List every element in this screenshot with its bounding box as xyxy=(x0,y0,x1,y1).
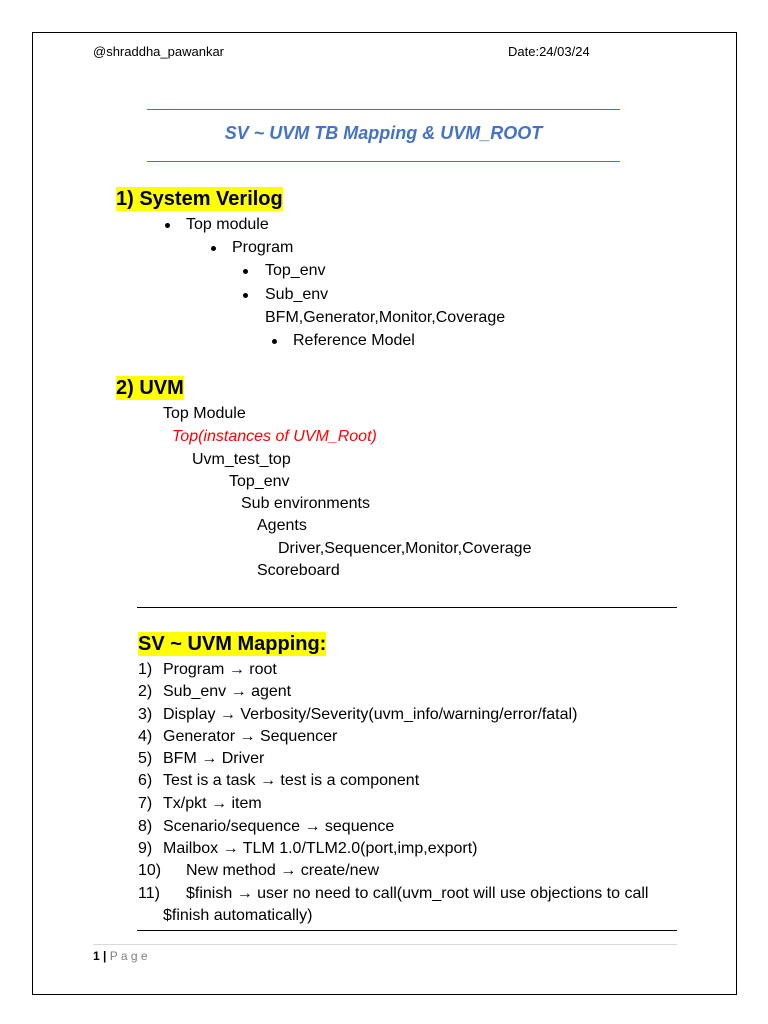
mapping-sv-term: $finish xyxy=(186,885,233,902)
mapping-text xyxy=(163,749,264,769)
mapping-number: 10) xyxy=(138,862,162,879)
page-footer xyxy=(93,949,148,963)
mapping-text xyxy=(163,727,337,747)
mapping-number: 11) xyxy=(138,885,160,902)
uvm-item-agents: Agents xyxy=(257,517,307,534)
sv-item-program: Program xyxy=(232,239,294,256)
mapping-number: 7) xyxy=(138,795,153,812)
arrow-icon: → xyxy=(304,818,321,835)
mapping-sv-term: Display xyxy=(163,706,216,723)
mapping-item-4 xyxy=(138,727,677,747)
mapping-uvm-term: user no need to call(uvm_root will use objections to call xyxy=(257,885,649,902)
mapping-item-9 xyxy=(138,839,677,859)
section-divider xyxy=(137,607,677,608)
section-end-divider xyxy=(137,930,677,931)
title-rule-top xyxy=(147,109,620,110)
mapping-sv-term: Sub_env xyxy=(163,683,227,700)
sv-item-reference-model: Reference Model xyxy=(293,332,415,349)
arrow-icon: → xyxy=(230,683,247,700)
mapping-uvm-term: root xyxy=(249,661,277,678)
header-date: Date:24/03/24 xyxy=(508,44,590,59)
page-label: P a g e xyxy=(109,949,148,963)
mapping-number: 8) xyxy=(138,818,153,835)
bullet-icon xyxy=(243,293,248,298)
uvm-item-top-env: Top_env xyxy=(229,473,290,490)
mapping-sv-term: Tx/pkt xyxy=(163,795,207,812)
bullet-icon xyxy=(165,223,170,228)
mapping-uvm-term: Driver xyxy=(221,750,265,767)
mapping-text xyxy=(163,705,577,725)
mapping-continuation-text: $finish automatically) xyxy=(163,907,313,924)
mapping-uvm-term: test is a component xyxy=(280,772,420,789)
mapping-sv-term: Generator xyxy=(163,728,236,745)
mapping-uvm-term: item xyxy=(231,795,262,812)
mapping-uvm-term: TLM 1.0/TLM2.0(port,imp,export) xyxy=(242,840,478,857)
uvm-item-sub-environments: Sub environments xyxy=(241,495,370,512)
uvm-item-top-module: Top Module xyxy=(163,405,246,422)
page-number: 1 xyxy=(93,949,100,963)
document-title: SV ~ UVM TB Mapping & UVM_ROOT xyxy=(224,123,543,143)
mapping-item-3 xyxy=(138,705,677,725)
header-author: @shraddha_pawankar xyxy=(93,44,225,59)
sv-item-components: BFM,Generator,Monitor,Coverage xyxy=(265,309,506,326)
mapping-number: 2) xyxy=(138,683,153,700)
mapping-item-11-continuation xyxy=(138,906,677,926)
mapping-uvm-term: create/new xyxy=(300,862,379,879)
bullet-icon xyxy=(243,269,248,274)
mapping-heading: SV ~ UVM Mapping: xyxy=(138,633,327,655)
mapping-text xyxy=(163,660,277,680)
mapping-number: 4) xyxy=(138,728,153,745)
mapping-sv-term: Program xyxy=(163,661,225,678)
mapping-item-2 xyxy=(138,682,677,702)
mapping-text xyxy=(163,682,291,702)
mapping-item-5 xyxy=(138,749,677,769)
mapping-sv-term: BFM xyxy=(163,750,197,767)
bullet-icon xyxy=(211,246,216,251)
mapping-uvm-term: Verbosity/Severity(uvm_info/warning/error/fatal) xyxy=(240,706,578,723)
mapping-item-10 xyxy=(138,861,677,881)
uvm-item-top-root-instances: Top(instances of UVM_Root) xyxy=(172,428,377,445)
sv-item-top-env: Top_env xyxy=(265,262,326,279)
sv-item-top-module: Top module xyxy=(186,216,269,233)
uvm-item-agent-components: Driver,Sequencer,Monitor,Coverage xyxy=(278,540,532,557)
arrow-icon: → xyxy=(259,772,276,789)
mapping-item-6 xyxy=(138,771,677,791)
arrow-icon: → xyxy=(222,840,239,857)
mapping-uvm-term: sequence xyxy=(324,818,395,835)
arrow-icon: → xyxy=(201,750,218,767)
mapping-sv-term: New method xyxy=(186,862,276,879)
mapping-text xyxy=(163,794,262,814)
bullet-icon xyxy=(272,339,277,344)
mapping-number: 6) xyxy=(138,772,153,789)
mapping-number: 3) xyxy=(138,706,153,723)
footer-separator: | xyxy=(103,949,107,963)
mapping-text xyxy=(186,861,379,881)
mapping-item-7 xyxy=(138,794,677,814)
uvm-item-scoreboard: Scoreboard xyxy=(257,562,340,579)
arrow-icon: → xyxy=(219,706,236,723)
mapping-item-8 xyxy=(138,817,677,837)
arrow-icon: → xyxy=(239,728,256,745)
mapping-text xyxy=(186,884,648,904)
mapping-text xyxy=(163,839,478,859)
uvm-heading: 2) UVM xyxy=(116,377,184,399)
mapping-number: 1) xyxy=(138,661,153,678)
mapping-sv-term: Test is a task xyxy=(163,772,256,789)
title-rule-bottom xyxy=(147,161,620,162)
mapping-sv-term: Mailbox xyxy=(163,840,219,857)
footer-rule xyxy=(93,944,677,945)
system-verilog-heading: 1) System Verilog xyxy=(116,188,283,210)
mapping-item-1 xyxy=(138,660,677,680)
mapping-uvm-term: Sequencer xyxy=(259,728,338,745)
uvm-item-uvm-test-top: Uvm_test_top xyxy=(192,451,291,468)
arrow-icon: → xyxy=(236,885,253,902)
mapping-number: 5) xyxy=(138,750,153,767)
mapping-sv-term: Scenario/sequence xyxy=(163,818,300,835)
arrow-icon: → xyxy=(280,862,297,879)
arrow-icon: → xyxy=(211,795,228,812)
mapping-uvm-term: agent xyxy=(251,683,292,700)
arrow-icon: → xyxy=(228,661,245,678)
mapping-number: 9) xyxy=(138,840,153,857)
mapping-item-11 xyxy=(138,884,677,904)
sv-item-sub-env: Sub_env xyxy=(265,286,329,303)
mapping-text xyxy=(163,771,419,791)
mapping-text xyxy=(163,817,394,837)
